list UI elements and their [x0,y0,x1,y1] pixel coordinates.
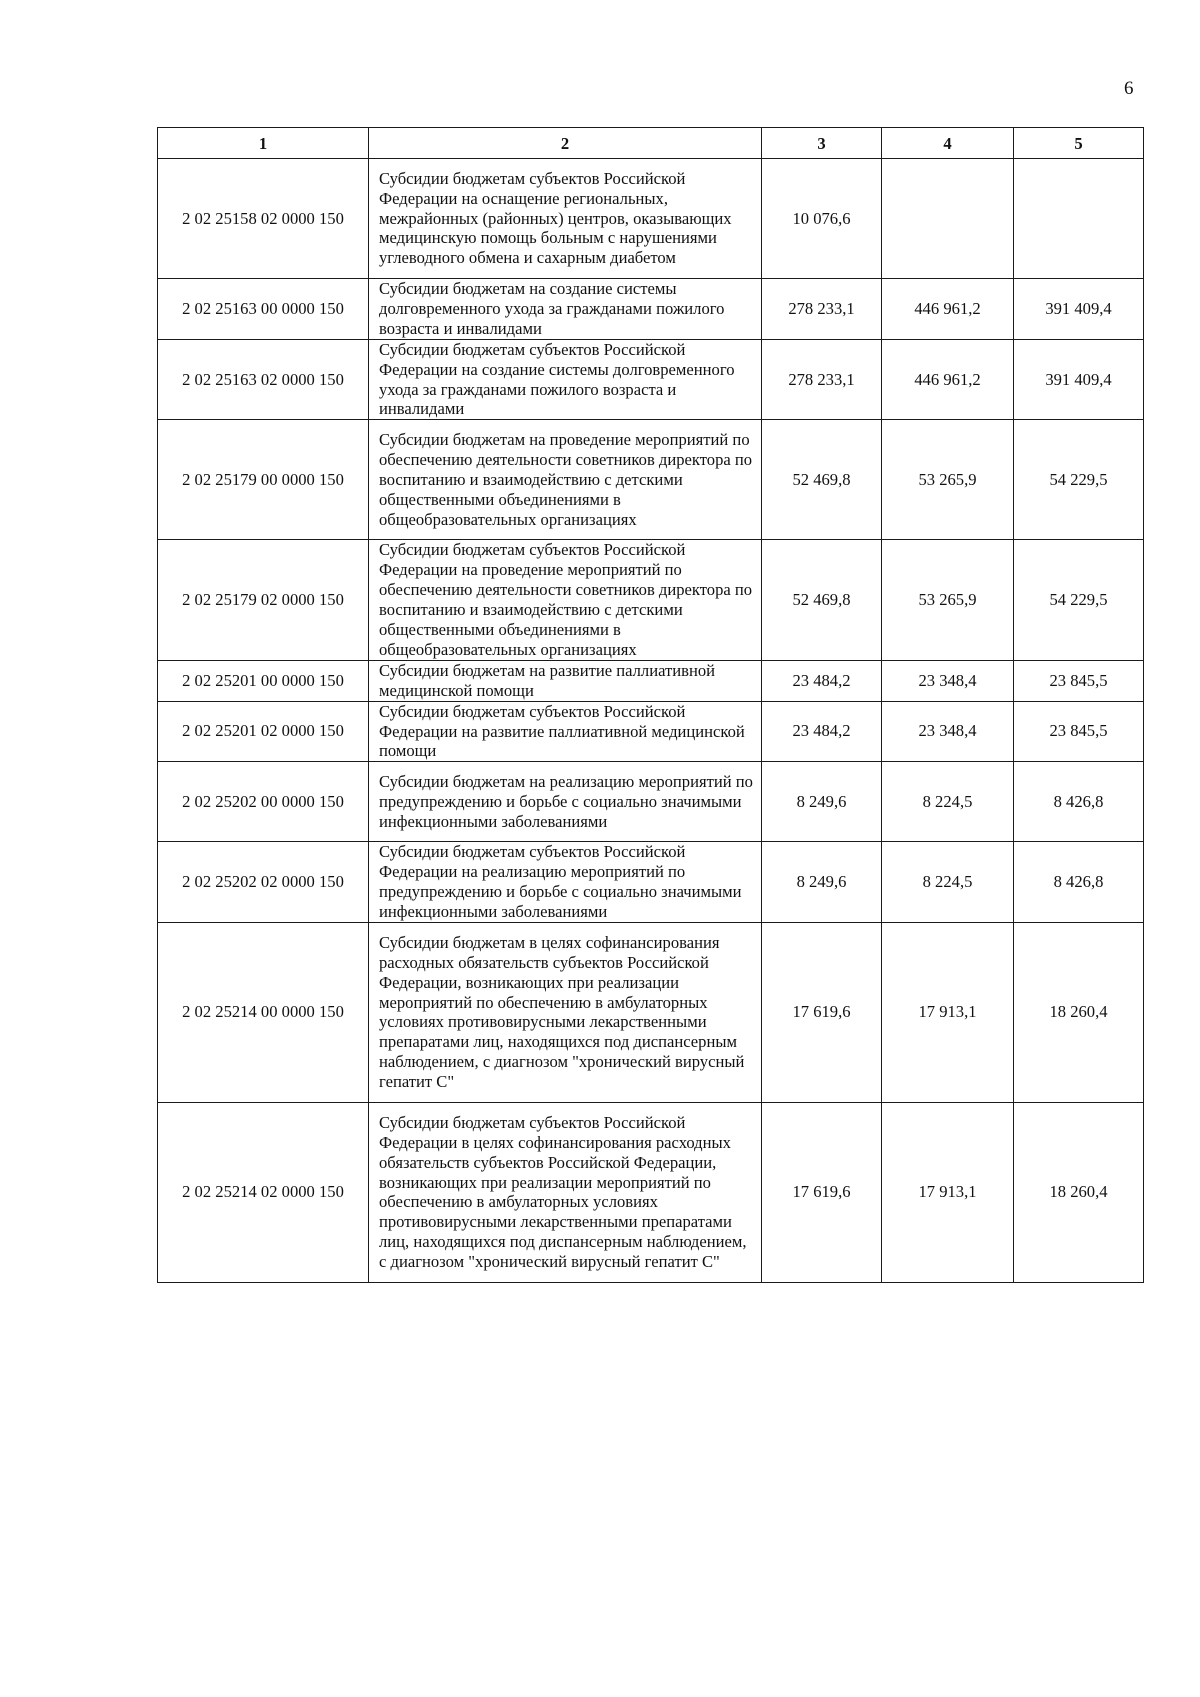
column-header: 5 [1014,128,1144,159]
table-row [158,279,1144,340]
value-col4-cell [882,159,1014,279]
table-row [158,660,1144,701]
description-cell: Субсидии бюджетам субъектов Российской Федерации на развитие паллиативной медицинской помощи [369,701,762,762]
budget-code-cell: 2 02 25202 02 0000 150 [158,842,369,923]
column-header: 3 [762,128,882,159]
budget-code-cell: 2 02 25163 02 0000 150 [158,339,369,420]
value-col3-cell: 17 619,6 [762,922,882,1102]
value-col3-cell: 52 469,8 [762,420,882,540]
column-header: 4 [882,128,1014,159]
description-cell: Субсидии бюджетам субъектов Российской Федерации в целях софинансирования расходных обязательств субъектов Российской Федерации, возникающих при реализации мероприятий по обеспечению в амбулаторных условиях противовирусными лекарственными препаратами лиц, находящихся под диспансерным наблюдением, с диагнозом "хронический вирусный гепатит С" [369,1102,762,1282]
budget-code-cell: 2 02 25163 00 0000 150 [158,279,369,340]
value-col4-cell: 17 913,1 [882,922,1014,1102]
budget-code-cell: 2 02 25201 00 0000 150 [158,660,369,701]
description-cell: Субсидии бюджетам на реализацию мероприятий по предупреждению и борьбе с социально значимыми инфекционными заболеваниями [369,762,762,842]
value-col5-cell: 18 260,4 [1014,922,1144,1102]
description-cell: Субсидии бюджетам субъектов Российской Федерации на создание системы долговременного ухода за гражданами пожилого возраста и инвалидами [369,339,762,420]
value-col4-cell: 446 961,2 [882,279,1014,340]
value-col3-cell: 8 249,6 [762,762,882,842]
value-col5-cell: 23 845,5 [1014,701,1144,762]
budget-code-cell: 2 02 25214 00 0000 150 [158,922,369,1102]
value-col4-cell: 8 224,5 [882,762,1014,842]
budget-code-cell: 2 02 25179 00 0000 150 [158,420,369,540]
table-row [158,339,1144,420]
value-col3-cell: 8 249,6 [762,842,882,923]
page-number: 6 [1124,78,1134,99]
table-row [158,420,1144,540]
value-col5-cell [1014,159,1144,279]
value-col3-cell: 23 484,2 [762,660,882,701]
value-col5-cell: 54 229,5 [1014,540,1144,660]
table-row [158,540,1144,660]
value-col3-cell: 23 484,2 [762,701,882,762]
description-cell: Субсидии бюджетам на развитие паллиативной медицинской помощи [369,660,762,701]
value-col3-cell: 10 076,6 [762,159,882,279]
value-col4-cell: 23 348,4 [882,660,1014,701]
value-col4-cell: 17 913,1 [882,1102,1014,1282]
header-row [158,128,1144,159]
table-row [158,701,1144,762]
column-header: 2 [369,128,762,159]
table-row [158,1102,1144,1282]
value-col5-cell: 54 229,5 [1014,420,1144,540]
value-col3-cell: 52 469,8 [762,540,882,660]
value-col5-cell: 8 426,8 [1014,762,1144,842]
value-col4-cell: 53 265,9 [882,540,1014,660]
table-row [158,159,1144,279]
budget-table [157,127,1144,1283]
table-row [158,842,1144,923]
budget-code-cell: 2 02 25214 02 0000 150 [158,1102,369,1282]
value-col4-cell: 53 265,9 [882,420,1014,540]
table-row [158,762,1144,842]
value-col4-cell: 8 224,5 [882,842,1014,923]
budget-code-cell: 2 02 25179 02 0000 150 [158,540,369,660]
value-col3-cell: 17 619,6 [762,1102,882,1282]
value-col5-cell: 8 426,8 [1014,842,1144,923]
value-col5-cell: 18 260,4 [1014,1102,1144,1282]
table-body [158,159,1144,1283]
description-cell: Субсидии бюджетам субъектов Российской Федерации на проведение мероприятий по обеспечению деятельности советников директора по воспитанию и взаимодействию с детскими общественными объединениями в общеобразовательных организациях [369,540,762,660]
value-col5-cell: 391 409,4 [1014,279,1144,340]
value-col5-cell: 391 409,4 [1014,339,1144,420]
description-cell: Субсидии бюджетам субъектов Российской Федерации на оснащение региональных, межрайонных (районных) центров, оказывающих медицинскую помощь больным с нарушениями углеводного обмена и сахарным диабетом [369,159,762,279]
column-header: 1 [158,128,369,159]
description-cell: Субсидии бюджетам на создание системы долговременного ухода за гражданами пожилого возраста и инвалидами [369,279,762,340]
value-col3-cell: 278 233,1 [762,279,882,340]
value-col4-cell: 23 348,4 [882,701,1014,762]
value-col3-cell: 278 233,1 [762,339,882,420]
description-cell: Субсидии бюджетам на проведение мероприятий по обеспечению деятельности советников директора по воспитанию и взаимодействию с детскими общественными объединениями в общеобразовательных организациях [369,420,762,540]
value-col5-cell: 23 845,5 [1014,660,1144,701]
value-col4-cell: 446 961,2 [882,339,1014,420]
table-row [158,922,1144,1102]
description-cell: Субсидии бюджетам субъектов Российской Федерации на реализацию мероприятий по предупреждению и борьбе с социально значимыми инфекционными заболеваниями [369,842,762,923]
budget-code-cell: 2 02 25202 00 0000 150 [158,762,369,842]
budget-code-cell: 2 02 25158 02 0000 150 [158,159,369,279]
budget-code-cell: 2 02 25201 02 0000 150 [158,701,369,762]
description-cell: Субсидии бюджетам в целях софинансирования расходных обязательств субъектов Российской Федерации, возникающих при реализации мероприятий по обеспечению в амбулаторных условиях противовирусными лекарственными препаратами лиц, находящихся под диспансерным наблюдением, с диагнозом "хронический вирусный гепатит С" [369,922,762,1102]
